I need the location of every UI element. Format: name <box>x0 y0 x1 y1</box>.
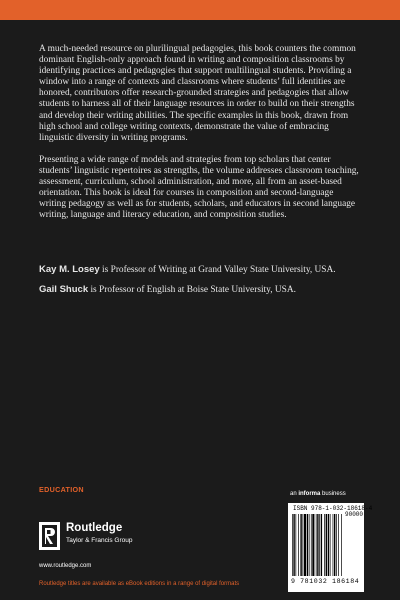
author-name: Gail Shuck <box>39 284 89 295</box>
author-bios <box>39 264 369 304</box>
publisher-group: Taylor & Francis Group <box>66 537 133 544</box>
publisher-name: Routledge <box>66 522 123 534</box>
publisher-url: www.routledge.com <box>39 563 92 569</box>
blurb-paragraph-2: Presenting a wide range of models and strategies from top scholars that center students’ linguistic repertoires as strengths, the volume addresses classroom teaching, assessment, curriculum, school administration, and more, all from an asset-based orientation. This book is ideal for courses in composition and second-language writing pedagogy as well as for students, scholars, and educators in second language writing, language and literacy education, and composition studies. <box>39 154 359 221</box>
informa-name: informa <box>298 491 321 497</box>
category-label: EDUCATION <box>39 485 84 494</box>
author-name: Kay M. Losey <box>39 264 100 275</box>
author-description: is Professor of English at Boise State University, USA. <box>88 285 296 295</box>
top-accent-band <box>0 0 400 20</box>
barcode-bars <box>292 514 360 576</box>
author-bio <box>39 264 369 276</box>
author-bio <box>39 284 369 296</box>
author-description: is Professor of Writing at Grand Valley State University, USA. <box>99 265 336 275</box>
isbn-number: ISBN 978-1-032-18618-4 <box>293 505 373 512</box>
blurb <box>39 44 361 232</box>
informa-business-tag <box>290 491 346 497</box>
routledge-logo-icon <box>39 522 60 550</box>
informa-prefix: an <box>290 491 299 497</box>
informa-suffix: business <box>320 491 346 497</box>
price-code: 90000 <box>345 511 364 518</box>
ebook-note: Routledge titles are available as eBook editions in a range of digital formats <box>39 581 240 587</box>
blurb-paragraph-1: A much-needed resource on plurilingual pedagogies, this book counters the common dominant English-only approach found in writing and composition classrooms by identifying practices and pedagogies that support multilingual students. Providing a window into a range of contexts and classrooms where students’ full identities are honored, contributors offer research-grounded strategies and pedagogies that allow students to harness all of their language resources in order to build on their strengths and develop their writing abilities. The specific examples in this book, drawn from high school and college writing contexts, demonstrate the value of embracing linguistic diversity in writing programs. <box>39 44 356 143</box>
publisher-logo <box>39 520 159 554</box>
isbn-label <box>293 505 373 518</box>
barcode-panel <box>288 503 373 592</box>
barcode-digits: 9 781032 186184 <box>291 578 360 585</box>
